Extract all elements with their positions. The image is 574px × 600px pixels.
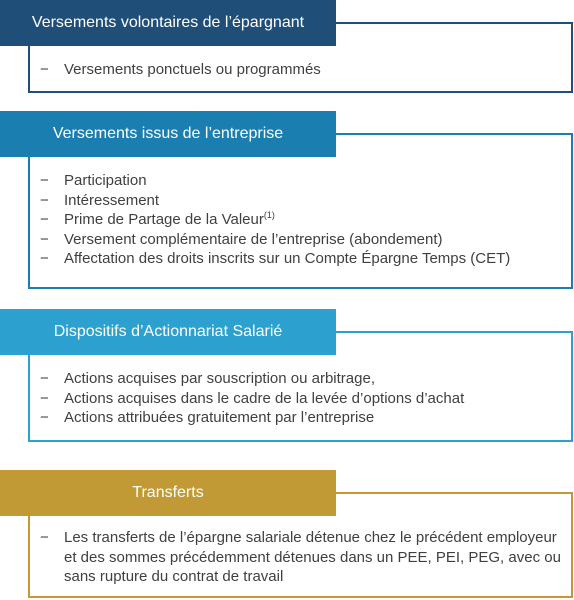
- item-list: [40, 369, 563, 428]
- item-text: Actions acquises par souscription ou arbitrage,: [64, 370, 376, 387]
- bullet-dash: −: [40, 61, 49, 78]
- section-actionnariat-salarie: [0, 309, 574, 444]
- section-versements-volontaires: [0, 0, 574, 95]
- bullet-dash: −: [40, 191, 49, 209]
- item-text: Affectation des droits inscrits sur un Compte Épargne Temps (CET): [64, 250, 511, 267]
- item-text: Participation: [64, 172, 147, 189]
- item-text: Actions attribuées gratuitement par l’entreprise: [64, 409, 375, 426]
- section-header: [0, 470, 336, 516]
- bullet-dash: −: [40, 211, 49, 228]
- bullet-dash: −: [40, 172, 49, 189]
- section-title: Versements volontaires de l’épargnant: [31, 14, 305, 31]
- section-title: Transferts: [132, 484, 204, 501]
- list-item: [40, 210, 563, 230]
- item-list: [40, 171, 563, 269]
- footnote-marker: (1): [263, 210, 275, 220]
- list-item: [40, 369, 563, 389]
- section-header: [0, 111, 336, 157]
- section-header: [0, 0, 336, 46]
- list-item: [40, 389, 563, 409]
- item-text: Versement complémentaire de l’entreprise (abondement): [64, 230, 443, 248]
- bullet-dash: −: [40, 409, 49, 426]
- item-list: [40, 528, 563, 587]
- section-header: [0, 309, 336, 355]
- list-item: [40, 249, 563, 269]
- list-item: [40, 191, 563, 211]
- list-item: [40, 528, 563, 587]
- bullet-dash: −: [40, 230, 49, 248]
- bullet-dash: −: [40, 529, 49, 546]
- bullet-dash: −: [40, 250, 49, 267]
- item-text: Actions acquises dans le cadre de la levée d’options d’achat: [64, 389, 465, 407]
- section-title: Dispositifs d’Actionnariat Salarié: [53, 323, 283, 340]
- item-text: Versements ponctuels ou programmés: [64, 61, 321, 78]
- item-text: Prime de Partage de la Valeur: [64, 211, 264, 228]
- section-transferts: [0, 470, 574, 600]
- bullet-dash: −: [40, 389, 49, 407]
- list-item: [40, 60, 563, 80]
- list-item: [40, 230, 563, 250]
- section-versements-entreprise: [0, 111, 574, 291]
- section-title: Versements issus de l’entreprise: [52, 125, 284, 142]
- list-item: [40, 408, 563, 428]
- item-text: Les transferts de l’épargne salariale détenue chez le précédent employeur et des sommes précédemment détenues dans un PEE, PEI, PEG, avec ou sans rupture du contrat de travail: [64, 529, 561, 585]
- item-text: Intéressement: [64, 191, 160, 209]
- list-item: [40, 171, 563, 191]
- bullet-dash: −: [40, 370, 49, 387]
- item-list: [40, 60, 563, 80]
